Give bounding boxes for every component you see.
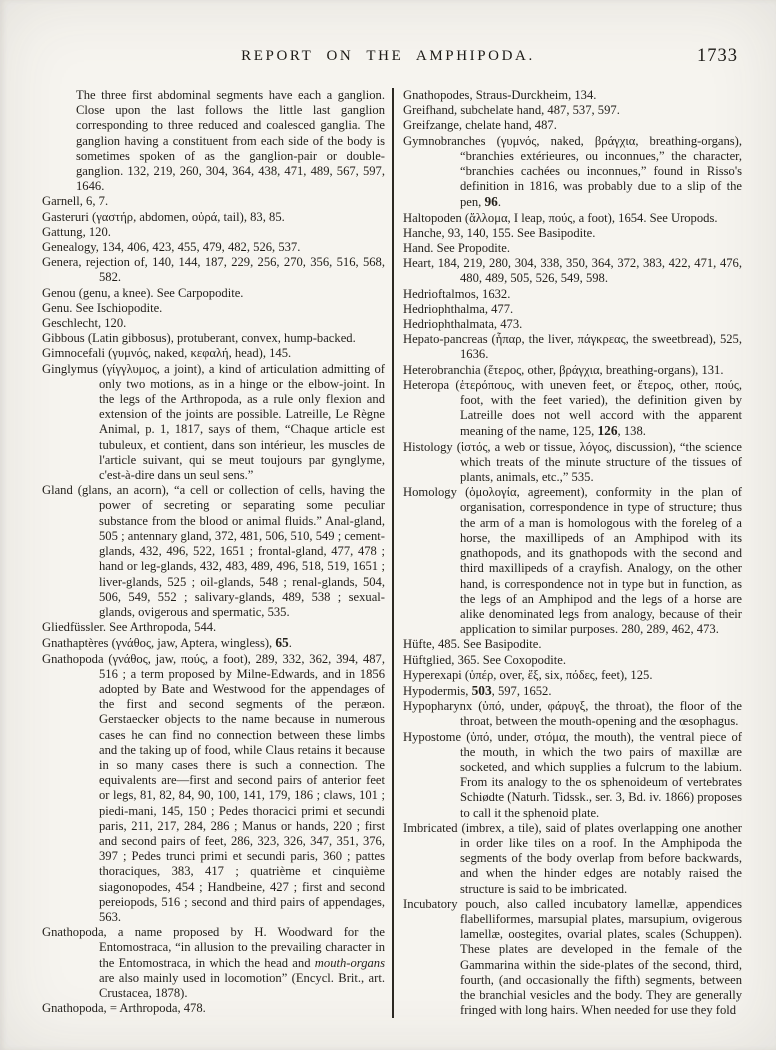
index-entry: Gattung, 120. xyxy=(42,224,111,239)
running-title: REPORT ON THE AMPHIPODA. xyxy=(241,48,535,64)
index-entry: Heteropa (ἑτερόπους, with uneven feet, or ἕτερος, other, πούς, foot, with the feet varied), the definition given by Latreille does not well accord with the apparent meaning of the name, 125, 126, 138. xyxy=(403,377,742,439)
index-entry: Hedriophthalma, 477. xyxy=(403,301,514,316)
index-entry: Gnathaptères (γνάθος, jaw, Aptera, wingless), 65. xyxy=(42,635,292,651)
index-entry: Hüfte, 485. See Basipodite. xyxy=(403,637,542,652)
index-entry: Hypopharynx (ὑπό, under, φάρυγξ, the throat), the floor of the throat, between the mouth-opening and the œsophagus. xyxy=(403,699,742,729)
index-entry: Greifzange, chelate hand, 487. xyxy=(403,118,557,133)
index-entry: Heterobranchia (ἕτερος, other, βράγχια, breathing-organs), 131. xyxy=(403,362,724,377)
index-entry: Gnathopoda (γνάθος, jaw, πούς, a foot), 289, 332, 362, 394, 487, 516 ; a term proposed by Milne-Edwards, and in 1856 adopted by Bate and Westwood for the appendages of the first and second segments of the peræon. Gerstaecker objects to the name because in numerous cases he can find no connection between these limbs and the taking up of food, while Claus retains it because in so many cases there is such a connection. The equivalents are—first and second pairs of anterior feet or legs, 81, 82, 84, 90, 100, 141, 179, 186 ; claws, 101 ; piedi-mani, 145, 150 ; Pedes thoracici primi et secundi paris, 211, 217, 284, 286 ; Manus or hands, 220 ; first and second pairs of feet, 286, 323, 326, 347, 351, 376, 397 ; Pedes trunci primi et secundi paris, 360 ; pattes thoraciques, 383, 417 ; quatrième et cinquième siagonopodes, 454 ; Handbeine, 427 ; first and second pereiopods, 516 ; second and third pairs of appendages, 563. xyxy=(42,651,385,924)
index-entry: Imbricated (imbrex, a tile), said of plates overlapping one another in order like tiles on a roof. In the Amphipoda the segments of the body overlap from before backwards, and when the hinder edges are notably raised the structure is said to be imbricated. xyxy=(403,820,742,896)
index-entry: Garnell, 6, 7. xyxy=(42,194,109,209)
index-entry: Hedrioftalmos, 1632. xyxy=(403,286,511,301)
index-entry: Incubatory pouch, also called incubatory lamellæ, appendices flabelliformes, marsupial plates, marsupium, ovigerous lamellæ, oostegites, ovarial plates, scales (Schuppen). These plates are developed in the female of the Gammarina within the side-plates of the second, third, fourth, (and occasionally the fifth) segments, between the branchial vesicles and the body. They are generally fringed with long hairs. When needed for use they fold xyxy=(403,896,742,1018)
index-entry: Genu. See Ischiopodite. xyxy=(42,300,163,315)
index-entry: Hanche, 93, 140, 155. See Basipodite. xyxy=(403,225,596,240)
index-text-block xyxy=(42,88,742,1018)
index-entry: Histology (ἱστός, a web or tissue, λόγος, discussion), “the science which treats of the minute structure of the tissues of plants, animals, etc.,” 535. xyxy=(403,439,742,485)
index-entry: Gymnobranches (γυμνός, naked, βράγχια, breathing-organs), “branchies extérieures, ou inconnues,” the character, “branchies cachées ou inconnues,” found in Risso's definition in 1816, was probably due to a slip of the pen, 96. xyxy=(403,133,742,210)
index-entry: Gimnocefali (γυμνός, naked, κεφαλή, head), 145. xyxy=(42,346,292,361)
index-entry: Hyperexapi (ὑπέρ, over, ἕξ, six, πόδες, feet), 125. xyxy=(403,667,653,682)
index-entry: Greifhand, subchelate hand, 487, 537, 597. xyxy=(403,103,620,118)
index-entry: Gnathopoda, = Arthropoda, 478. xyxy=(42,1001,206,1016)
index-entry: Genera, rejection of, 140, 144, 187, 229, 256, 270, 356, 516, 568, 582. xyxy=(42,255,385,285)
index-entry: Genou (genu, a knee). See Carpopodite. xyxy=(42,285,244,300)
index-entry: The three first abdominal segments have each a ganglion. Close upon the last follows the little last ganglion corresponding to three reduced and coalesced ganglia. The ganglion having a constituent from each side of the body is sometimes spoken of as the ganglion-pair or double-ganglion. 132, 219, 260, 304, 364, 438, 471, 489, 567, 597, 1646. xyxy=(76,88,385,194)
index-column-right xyxy=(403,88,742,1018)
index-entry: Gnathopoda, a name proposed by H. Woodward for the Entomostraca, “in allusion to the prevailing character in the Entomostraca, in which the head and mouth-organs are also mainly used in locomotion” (Encycl. Brit., art. Crustacea, 1878). xyxy=(42,925,385,1000)
index-entry: Gland (glans, an acorn), “a cell or collection of cells, having the power of secreting or separating some peculiar substance from the blood or animal fluids.” Anal-gland, 505 ; antennary gland, 372, 481, 506, 510, 549 ; cement-glands, 432, 496, 522, 1651 ; frontal-gland, 477, 478 ; hand or leg-glands, 432, 483, 489, 496, 518, 519, 1651 ; liver-glands, 525 ; oil-glands, 548 ; renal-glands, 504, 506, 549, 552 ; salivary-glands, 489, 538 ; sexual-glands, ovigerous and spermatic, 535. xyxy=(42,483,385,619)
index-entry: Heart, 184, 219, 280, 304, 338, 350, 364, 372, 383, 422, 471, 476, 480, 489, 505, 526, 549, 598. xyxy=(403,256,742,286)
index-entry: Genealogy, 134, 406, 423, 455, 479, 482, 526, 537. xyxy=(42,240,301,255)
index-entry: Gasteruri (γαστήρ, abdomen, οὐρά, tail), 83, 85. xyxy=(42,209,285,224)
index-entry: Homology (ὁμολογία, agreement), conformity in the plan of organisation, correspondence in type of structure; thus the arm of a man is homologous with the foreleg of a horse, the maxillipeds of an Amphipod with its gnathopods, and its gnathopods with the second and third maxillipeds of a crayfish. Analogy, on the other hand, is correspondence not in type but in function, as the legs of an Amphipod and the legs of a horse are alike denominated legs from analogy, because of their application to similar purposes. 280, 289, 462, 473. xyxy=(403,485,742,637)
index-entry: Gliedfüssler. See Arthropoda, 544. xyxy=(42,620,217,635)
index-column-left xyxy=(42,88,385,1018)
column-divider xyxy=(392,88,394,1018)
index-entry: Geschlecht, 120. xyxy=(42,316,127,331)
index-entry: Hepato-pancreas (ἧπαρ, the liver, πάγκρεας, the sweetbread), 525, 1636. xyxy=(403,332,742,362)
index-entry: Hedriophthalmata, 473. xyxy=(403,317,523,332)
index-entry: Hüftglied, 365. See Coxopodite. xyxy=(403,652,566,667)
index-entry: Haltopoden (ἅλλομα, I leap, πούς, a foot), 1654. See Uropods. xyxy=(403,210,718,225)
index-entry: Gibbous (Latin gibbosus), protuberant, convex, hump-backed. xyxy=(42,331,356,346)
index-entry: Hypodermis, 503, 597, 1652. xyxy=(403,682,552,698)
index-entry: Hand. See Propodite. xyxy=(403,241,511,256)
page-number: 1733 xyxy=(697,46,738,66)
index-entry: Gnathopodes, Straus-Durckheim, 134. xyxy=(403,88,597,102)
page-header xyxy=(0,46,776,72)
index-entry: Hypostome (ὑπό, under, στόμα, the mouth), the ventral piece of the mouth, in which the two pairs of maxillæ are socketed, and which supplies a fulcrum to the labium. From its analogy to the os sphenoideum of vertebrates Schiødte (Naturh. Tidssk., ser. 3, Bd. iv. 1866) proposes to call it the sphenoid plate. xyxy=(403,729,742,820)
index-entry: Ginglymus (γίγγλυμος, a joint), a kind of articulation admitting of only two motions, as in a hinge or the elbow-joint. In the legs of the Arthropoda, as a rule only flexion and extension of the joints are possible. Latreille, Le Règne Animal, p. 1, 1817, says of them, “Chaque article est tubuleux, et contient, dans son intérieur, les muscles de l'article suivant, qui se meut toujours par gynglyme, c'est-à-dire dans un seul sens.” xyxy=(42,361,385,483)
